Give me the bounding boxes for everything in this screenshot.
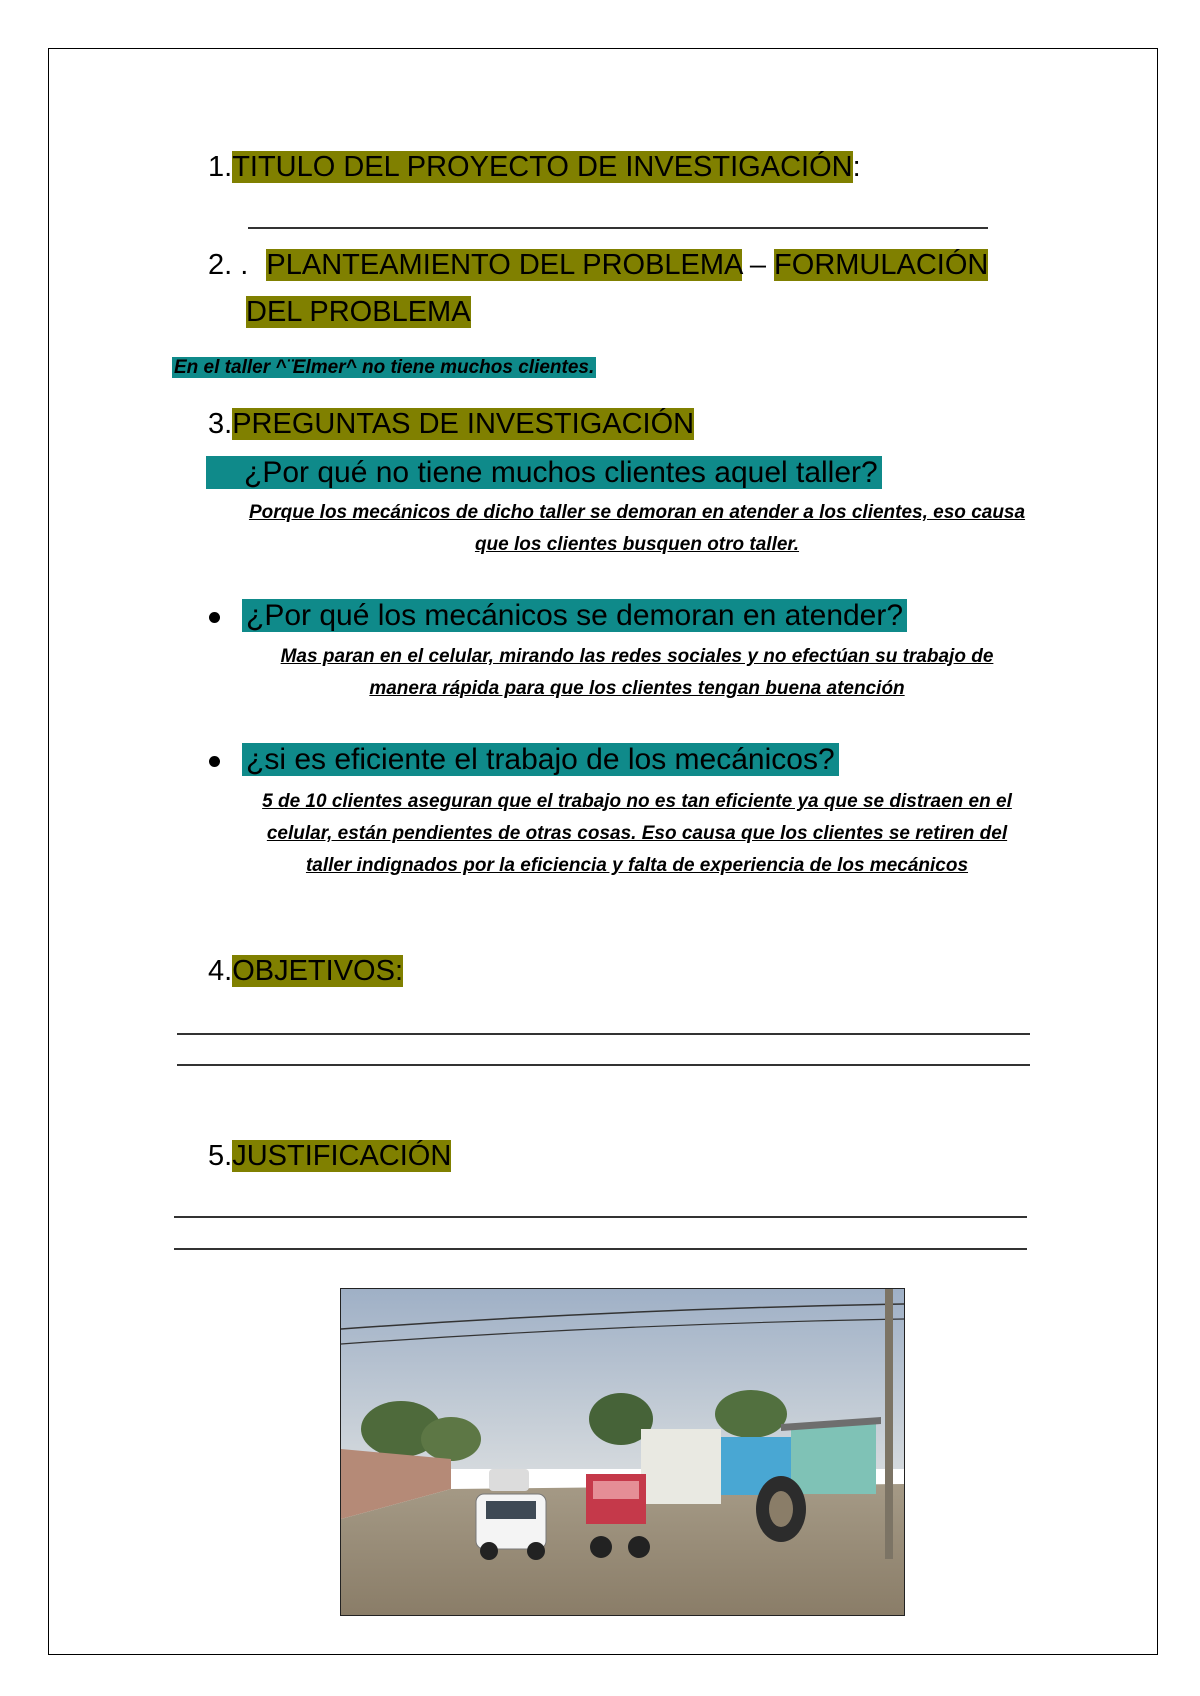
question-1 [206, 454, 882, 492]
section-2-title-part1: PLANTEAMIENTO DEL PROBLEMA [266, 249, 742, 281]
section-4-number: 4. [208, 955, 233, 987]
section-4-blank-line-1 [177, 1033, 1030, 1035]
question-1-text: ¿Por qué no tiene muchos clientes aquel taller? [206, 456, 882, 489]
section-5-blank-line-1 [174, 1216, 1027, 1218]
section-1-title: TITULO DEL PROYECTO DE INVESTIGACIÓN [232, 151, 853, 183]
section-5-title: JUSTIFICACIÓN [232, 1140, 452, 1172]
problem-statement-line [172, 354, 596, 382]
section-3-heading [208, 406, 694, 442]
problem-statement: En el taller ^¨Elmer^ no tiene muchos clientes. [174, 357, 595, 378]
answer-1: Porque los mecánicos de dicho taller se demoran en atender a los clientes, eso causa que los clientes busquen otro taller. [248, 502, 1026, 555]
answer-3: 5 de 10 clientes aseguran que el trabajo no es tan eficiente ya que se distraen en el celular, están pendientes de otras cosas. Eso causa que los clientes se retiren del taller indignados por la eficiencia y falta de experiencia de los mecánicos [262, 791, 1012, 876]
section-1-heading [208, 149, 861, 185]
section-2-title-part3: DEL PROBLEMA [246, 296, 471, 328]
bullet-icon [209, 756, 220, 767]
section-1-blank-line [248, 227, 988, 229]
section-3-number: 3. [208, 408, 233, 440]
section-4-blank-line-2 [177, 1064, 1030, 1066]
section-1-number: 1. [208, 151, 233, 183]
workshop-photo [340, 1288, 905, 1616]
section-2-heading [208, 247, 988, 283]
section-1-colon: : [852, 151, 861, 183]
section-4-title: OBJETIVOS: [232, 955, 404, 987]
question-3-text: ¿si es eficiente el trabajo de los mecánicos? [242, 743, 839, 776]
question-3 [242, 741, 839, 779]
section-5-heading [208, 1138, 451, 1174]
section-5-blank-line-2 [174, 1248, 1027, 1250]
answer-2: Mas paran en el celular, mirando las redes sociales y no efectúan su trabajo de manera rápida para que los clientes tengan buena atención [280, 646, 994, 699]
section-2-dash: – [741, 249, 775, 281]
section-2-number: 2. . [208, 249, 249, 281]
question-2 [242, 597, 907, 635]
question-2-text: ¿Por qué los mecánicos se demoran en atender? [242, 599, 907, 632]
bullet-icon [209, 612, 220, 623]
section-4-heading [208, 953, 403, 989]
section-3-title: PREGUNTAS DE INVESTIGACIÓN [232, 408, 695, 440]
section-5-number: 5. [208, 1140, 233, 1172]
section-2-title-part2: FORMULACIÓN [774, 249, 989, 281]
section-2-heading-line2 [246, 294, 471, 330]
